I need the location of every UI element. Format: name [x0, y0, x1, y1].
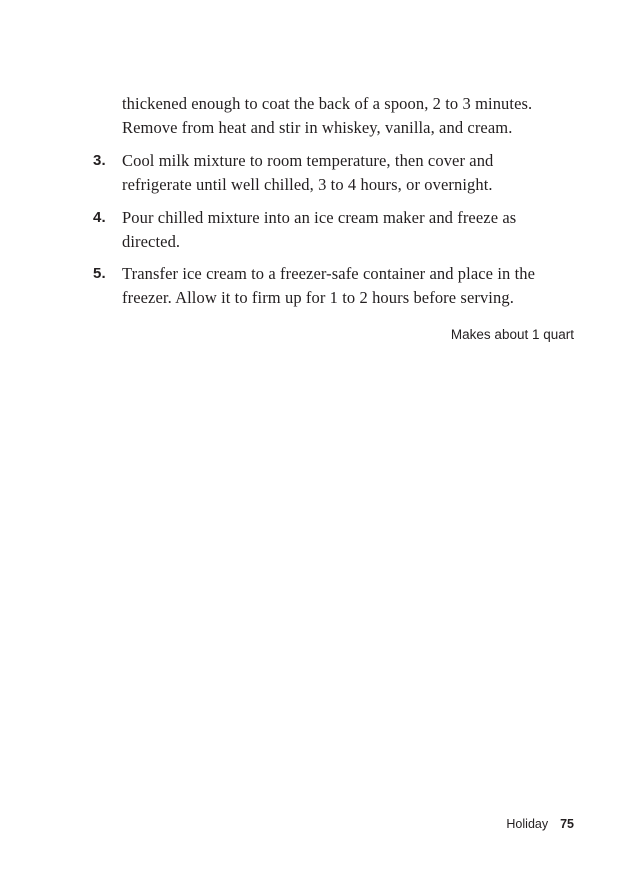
page-number: 75	[560, 817, 574, 831]
step-line: directed.	[122, 232, 181, 251]
step-continued	[93, 92, 593, 140]
step-number: 3.	[93, 152, 106, 169]
step-line: thickened enough to coat the back of a spoon, 2 to 3 minutes.	[122, 94, 533, 113]
step-5	[93, 262, 593, 310]
step-line: Cool milk mixture to room temperature, then cover and	[122, 151, 494, 170]
step-text	[122, 92, 587, 140]
step-number: 5.	[93, 265, 106, 282]
step-line: Transfer ice cream to a freezer-safe container and place in the	[122, 264, 536, 283]
step-text	[122, 262, 587, 310]
step-3	[93, 149, 593, 197]
step-line: refrigerate until well chilled, 3 to 4 hours, or overnight.	[122, 175, 493, 194]
recipe-yield: Makes about 1 quart	[450, 327, 574, 342]
step-text	[122, 149, 587, 197]
section-title: Holiday	[506, 817, 549, 831]
page-footer	[506, 814, 574, 834]
step-number: 4.	[93, 209, 106, 226]
step-line: freezer. Allow it to firm up for 1 to 2 hours before serving.	[122, 288, 514, 307]
step-line: Remove from heat and stir in whiskey, vanilla, and cream.	[122, 118, 513, 137]
step-4	[93, 206, 593, 254]
step-line: Pour chilled mixture into an ice cream maker and freeze as	[122, 208, 517, 227]
step-text	[122, 206, 587, 254]
